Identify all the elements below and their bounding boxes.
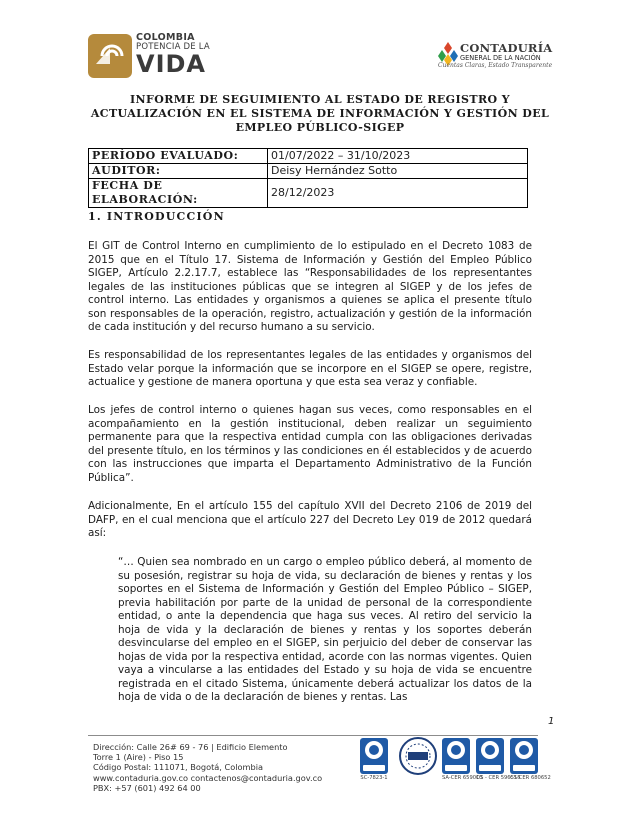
- icontec-certification-badge: [510, 738, 551, 781]
- period-value: 01/07/2022 – 31/10/2023: [268, 149, 528, 164]
- date-value: 28/12/2023: [268, 179, 528, 208]
- table-row: [89, 164, 528, 179]
- auditor-value: Deisy Hernández Sotto: [268, 164, 528, 179]
- icontec-icon: [360, 738, 388, 774]
- icontec-certification-badge: [360, 738, 388, 781]
- report-info-table: [88, 148, 528, 208]
- footer-address-line: Código Postal: 111071, Bogotá, Colombia: [93, 762, 263, 773]
- contaduria-logo: [438, 42, 558, 74]
- footer-address-line: Torre 1 (Aire) - Piso 15: [93, 752, 184, 763]
- vida-emblem-icon: [88, 34, 132, 78]
- table-row: [89, 179, 528, 208]
- contaduria-name: CONTADURÍA: [460, 41, 553, 55]
- table-row: [89, 149, 528, 164]
- logo-line-vida: VIDA: [136, 50, 206, 78]
- footer-address: [93, 742, 322, 793]
- iqnet-certification-icon: [398, 736, 438, 776]
- certification-code: OS - CER 596515: [476, 775, 521, 781]
- icontec-certification-badge: [476, 738, 521, 781]
- colombia-potencia-vida-logo: [88, 32, 218, 80]
- icontec-certification-badge: [442, 738, 483, 781]
- document-title: INFORME DE SEGUIMIENTO AL ESTADO DE REGISTRO Y ACTUALIZACIÓN EN EL SISTEMA DE INFORMACIÓN Y GESTIÓN DEL EMPLEO PÚBLICO-SIGEP: [90, 93, 550, 134]
- contaduria-subtitle: GENERAL DE LA NACIÓN: [460, 54, 541, 62]
- quoted-decree-text: “… Quien sea nombrado en un cargo o empleo público deberá, al momento de su posesión, registrar su hoja de vida, su declaración de bienes y rentas y los soportes en el Sistema de Información y Gestión del Empleo Público – SIGEP, previa habilitación por parte de la unidad de personal de la correspondiente entidad, o ante la dependencia que haga sus veces. Al retiro del servicio la hoja de vida y la declaración de bienes y rentas y los soportes deberán desvincularse del empleo en el SIGEP, sin perjuicio del deber de conservar las hojas de vida por la respectiva entidad, acorde con las normas vigentes. Quien vaya a vincularse a las entidades del Estado y su hoja de vida se encuentre registrada en el citado Sistema, únicamente deberá actualizar los datos de la hoja de vida o de la declaración de bienes y rentas. Las: [118, 556, 532, 703]
- footer-contact-line: www.contaduria.gov.co contactenos@contaduria.gov.co: [93, 772, 323, 783]
- certification-code: CS-CER 680652: [510, 775, 551, 781]
- certification-code: SC-7823-1: [360, 775, 388, 781]
- contaduria-slogan: Cuentas Claras, Estado Transparente: [438, 62, 553, 69]
- paragraph-intro-3: Los jefes de control interno o quienes hagan sus veces, como responsables en el acompañamiento en la gestión institucional, deben realizar un seguimiento permanente para que la respectiva entidad cumpla con las obligaciones derivadas del presente título, en los términos y las condiciones en él establecidos y de acuerdo con las instrucciones que imparta el Departamento Administrativo de la Función Pública”.: [88, 404, 532, 484]
- logo-line-potencia: POTENCIA DE LA: [136, 42, 210, 52]
- paragraph-intro-1: El GIT de Control Interno en cumplimiento de lo estipulado en el Decreto 1083 de 2015 que en el Título 17. Sistema de Información y Gestión del Empleo Público SIGEP, Artículo 2.2.17.7, establece las “Responsabilidades de los representantes legales de las instituciones públicas que se integren al SIGEP y de los jefes de control interno. Las entidades y organismos a quienes se aplica el presente título son responsables de la operación, registro, actualización y gestión de la información de cada institución y del recurso humano a su servicio.: [88, 240, 532, 333]
- section-heading: 1. INTRODUCCIÓN: [88, 210, 225, 223]
- logo-line-colombia: COLOMBIA: [136, 32, 195, 43]
- footer-divider: [88, 735, 538, 736]
- icontec-icon: [510, 738, 538, 774]
- icontec-icon: [442, 738, 470, 774]
- date-label: FECHA DE ELABORACIÓN:: [89, 179, 268, 208]
- auditor-label: AUDITOR:: [89, 164, 268, 179]
- paragraph-intro-4: Adicionalmente, En el artículo 155 del capítulo XVII del Decreto 2106 de 2019 del DAFP, en el cual menciona que el artículo 227 del Decreto Ley 019 de 2012 quedará así:: [88, 500, 532, 539]
- footer-address-line: Dirección: Calle 26# 69 - 76 | Edificio Elemento: [93, 742, 288, 752]
- paragraph-intro-2: Es responsabilidad de los representantes legales de las entidades y organismos del Estado velar porque la información que se incorpore en el SIGEP se opere, registre, actualice y gestione de manera oportuna y que esta sea veraz y confiable.: [88, 349, 532, 388]
- footer-phone-line: PBX: +57 (601) 492 64 00: [93, 782, 201, 793]
- icontec-icon: [476, 738, 504, 774]
- period-label: PERÍODO EVALUADO:: [89, 149, 268, 164]
- certification-code: SA-CER 659013: [442, 775, 483, 781]
- page-number: 1: [548, 716, 555, 727]
